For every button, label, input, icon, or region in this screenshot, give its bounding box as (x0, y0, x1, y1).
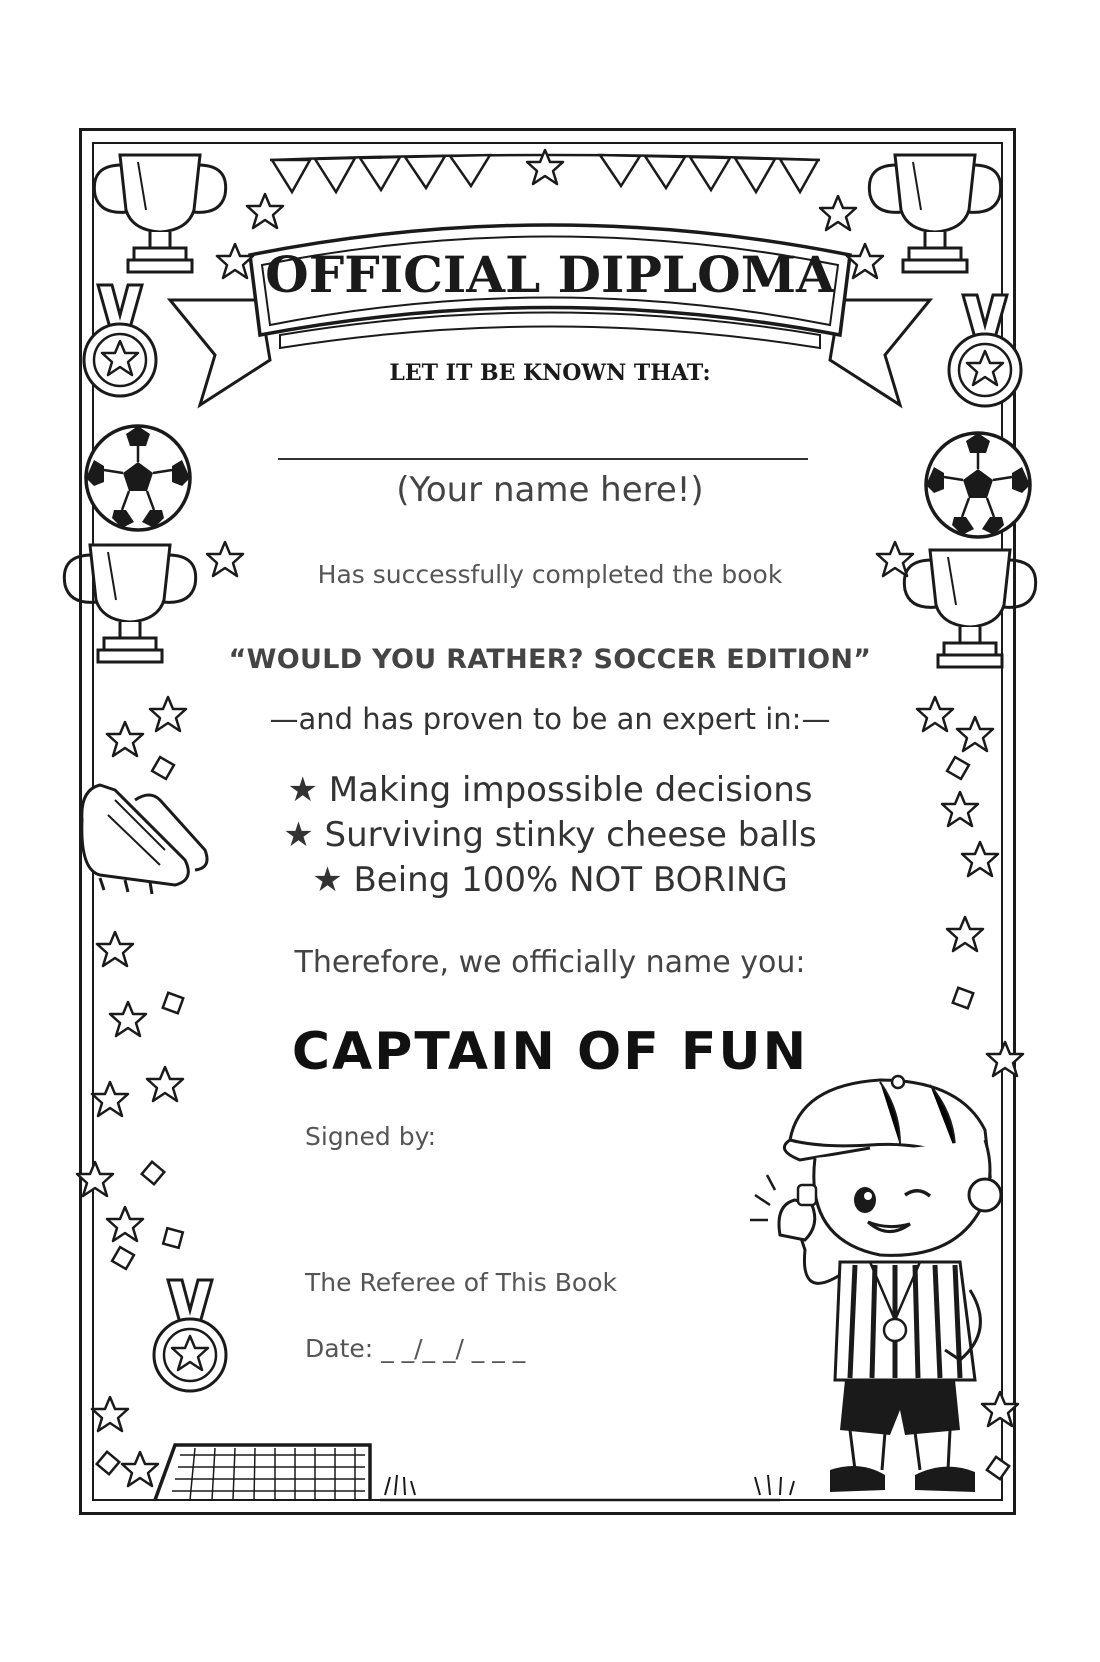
name-line (278, 458, 808, 460)
medal-icon (949, 295, 1021, 406)
completed-line: Has successfully completed the book (317, 560, 783, 589)
book-title: “WOULD YOU RATHER? SOCCER EDITION” (228, 644, 872, 675)
signed-label: Signed by: (305, 1122, 436, 1151)
expertise-item: ★ Making impossible decisions (287, 770, 813, 810)
expertise-item: ★ Being 100% NOT BORING (312, 860, 788, 900)
trophy-icon (94, 155, 225, 272)
trophy-icon (869, 155, 1000, 272)
medal-icon (154, 1280, 226, 1391)
referee-line: The Referee of This Book (305, 1268, 617, 1297)
therefore-line: Therefore, we officially name you: (294, 945, 806, 980)
award-title: CAPTAIN OF FUN (291, 1022, 809, 1082)
proven-line: —and has proven to be an expert in:— (269, 702, 831, 736)
referee-boy-illustration (750, 1076, 1001, 1492)
known-line: LET IT BE KNOWN THAT: (389, 360, 711, 386)
bunting-icon (270, 150, 820, 192)
expertise-item: ★ Surviving stinky cheese balls (283, 815, 817, 855)
name-placeholder: (Your name here!) (396, 470, 704, 510)
date-line: Date: _ _/_ _/ _ _ _ (305, 1334, 526, 1363)
diploma-title: OFFICIAL DIPLOMA (265, 245, 835, 304)
soccer-goal-icon (155, 1445, 370, 1500)
